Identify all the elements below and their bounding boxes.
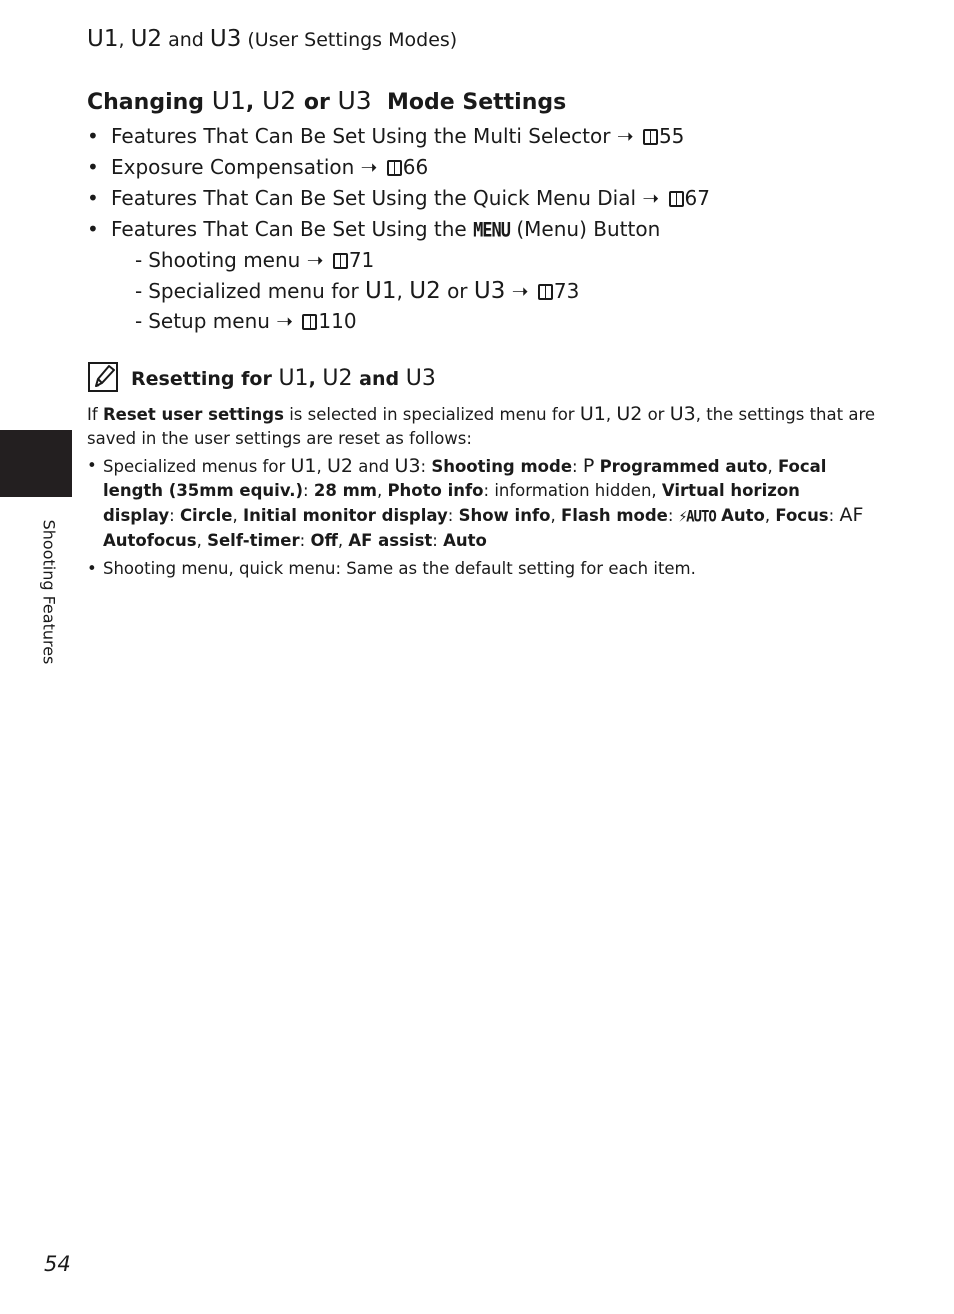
list-item: • Shooting menu, quick menu: Same as the default setting for each item. xyxy=(87,559,696,578)
u3-mode-icon: U3 xyxy=(669,403,696,425)
u1-mode-icon: U1 xyxy=(278,366,309,391)
arrow-icon: ➝ xyxy=(306,248,324,272)
list-item: • Features That Can Be Set Using the MENU (Menu) Button xyxy=(87,214,710,245)
u2-mode-icon: U2 xyxy=(326,455,353,477)
menu-button-icon: MENU xyxy=(473,219,511,243)
u3-mode-icon: U3 xyxy=(337,86,372,115)
chapter-label: Shooting Features xyxy=(39,519,59,665)
u3-mode-icon: U3 xyxy=(209,26,242,52)
chapter-tab xyxy=(0,430,72,497)
section-title: Changing U1, U2 or U3 Mode Settings xyxy=(87,86,567,115)
book-reference-icon xyxy=(333,253,348,269)
note-title: Resetting for U1, U2 and U3 xyxy=(131,366,436,391)
u1-mode-icon: U1 xyxy=(365,277,397,304)
feature-list xyxy=(87,121,710,337)
arrow-icon: ➝ xyxy=(616,124,634,148)
u2-mode-icon: U2 xyxy=(409,277,441,304)
u2-mode-icon: U2 xyxy=(130,26,163,52)
arrow-icon: ➝ xyxy=(642,186,660,210)
arrow-icon: ➝ xyxy=(276,309,294,333)
u1-mode-icon: U1 xyxy=(579,403,606,425)
u3-mode-icon: U3 xyxy=(473,277,506,304)
book-reference-icon xyxy=(669,191,684,207)
flash-auto-icon: ⚡AUTO xyxy=(678,507,716,527)
page-reference[interactable]: 67 xyxy=(684,186,710,210)
pencil-note-icon xyxy=(88,362,118,392)
list-item: • Exposure Compensation ➝ 66 xyxy=(87,155,429,179)
sub-list-container xyxy=(87,245,710,337)
setting-name: Reset user settings xyxy=(102,405,284,424)
reset-list xyxy=(87,454,877,585)
arrow-icon: ➝ xyxy=(511,278,529,303)
sub-list-item: - Setup menu ➝ 110 xyxy=(135,309,357,333)
arrow-icon: ➝ xyxy=(360,155,378,179)
u3-mode-icon: U3 xyxy=(405,366,436,391)
page-reference[interactable]: 110 xyxy=(318,309,357,333)
list-item: • Specialized menus for U1, U2 and U3: Shooting mode: P Programmed auto, Focal length (35mm equiv.): 28 mm, Photo info: information hidden, Virtual horizon display: Circle, Initial monitor display: Show info, Flash mode: ⚡AUTO Auto, Focus: AF Autofocus, Self-timer: Off, AF assist: Auto xyxy=(87,455,864,550)
page-reference[interactable]: 66 xyxy=(402,155,429,179)
u2-mode-icon: U2 xyxy=(322,366,353,391)
list-item: • Features That Can Be Set Using the Multi Selector ➝ 55 xyxy=(87,124,685,148)
book-reference-icon xyxy=(538,284,553,300)
list-item: • Features That Can Be Set Using the Quick Menu Dial ➝ 67 xyxy=(87,186,710,210)
note-intro: If Reset user settings is selected in specialized menu for U1, U2 or U3, the settings that are saved in the user settings are reset as follows: xyxy=(87,403,876,448)
u2-mode-icon: U2 xyxy=(261,86,297,115)
book-reference-icon xyxy=(387,160,402,176)
program-mode-icon: P xyxy=(582,455,595,477)
page-reference[interactable]: 71 xyxy=(348,248,375,272)
book-reference-icon xyxy=(643,129,658,145)
page-reference[interactable]: 55 xyxy=(658,124,685,148)
sub-list-item: - Specialized menu for U1, U2 or U3 ➝ 73 xyxy=(135,277,580,304)
u2-mode-icon: U2 xyxy=(616,403,643,425)
u1-mode-icon: U1 xyxy=(290,455,317,477)
u1-mode-icon: U1 xyxy=(211,86,246,115)
u3-mode-icon: U3 xyxy=(394,455,421,477)
page-reference[interactable]: 73 xyxy=(553,278,580,303)
sub-list-item: - Shooting menu ➝ 71 xyxy=(135,248,375,272)
sub-list xyxy=(111,245,710,337)
page-number: 54 xyxy=(44,1252,71,1276)
book-reference-icon xyxy=(302,314,317,330)
autofocus-icon: AF xyxy=(839,504,864,526)
u1-mode-icon: U1 xyxy=(87,26,119,52)
running-head: U1, U2 and U3 (User Settings Modes) xyxy=(87,26,458,52)
